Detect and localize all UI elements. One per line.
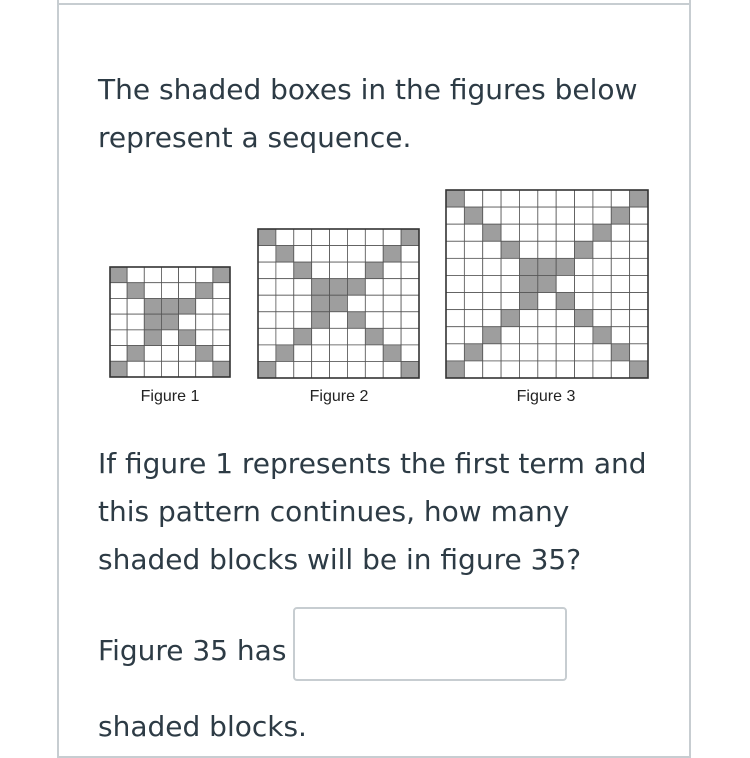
grid-cell <box>127 267 144 283</box>
grid-cell <box>611 361 629 378</box>
grid-cell <box>519 344 537 361</box>
grid-cell <box>161 267 178 283</box>
grid-cell <box>538 190 556 207</box>
grid-cell <box>161 283 178 299</box>
grid-cell <box>383 229 401 246</box>
shaded-cell <box>501 310 519 327</box>
figure-2 <box>257 228 420 379</box>
grid-cell <box>330 328 348 345</box>
grid-cell <box>556 224 574 241</box>
grid-cell <box>464 241 482 258</box>
grid-cell <box>110 314 127 330</box>
grid-cell <box>127 330 144 346</box>
shaded-cell <box>294 262 312 279</box>
grid-cell <box>630 344 648 361</box>
grid-cell <box>401 262 419 279</box>
grid-cell <box>347 295 365 312</box>
grid-cell <box>294 361 312 378</box>
grid-cell <box>501 207 519 224</box>
grid-cell <box>312 361 330 378</box>
grid-cell <box>276 262 294 279</box>
grid-cell <box>383 295 401 312</box>
grid-cell <box>330 246 348 263</box>
grid-cell <box>179 346 196 362</box>
grid-cell <box>161 361 178 377</box>
grid-cell <box>464 224 482 241</box>
grid-cell <box>401 312 419 329</box>
grid-cell <box>330 229 348 246</box>
grid-cell <box>501 293 519 310</box>
answer-suffix-text: shaded blocks. <box>98 710 307 743</box>
grid-cell <box>575 344 593 361</box>
grid-cell <box>347 246 365 263</box>
grid-cell <box>258 295 276 312</box>
grid-cell <box>464 361 482 378</box>
figure-3 <box>445 189 649 379</box>
grid-cell <box>110 330 127 346</box>
grid-cell <box>401 328 419 345</box>
grid-cell <box>464 310 482 327</box>
grid-cell <box>630 275 648 292</box>
grid-cell <box>593 207 611 224</box>
grid-cell <box>538 310 556 327</box>
grid-cell <box>179 267 196 283</box>
grid-cell <box>294 246 312 263</box>
grid-cell <box>483 344 501 361</box>
shaded-cell <box>464 207 482 224</box>
grid-cell <box>347 262 365 279</box>
grid-cell <box>593 241 611 258</box>
shaded-cell <box>401 229 419 246</box>
grid-cell <box>401 279 419 296</box>
grid-cell <box>213 283 230 299</box>
grid-cell <box>196 361 213 377</box>
grid-cell <box>276 279 294 296</box>
grid-cell <box>401 246 419 263</box>
grid-cell <box>556 361 574 378</box>
grid-cell <box>196 267 213 283</box>
grid-cell <box>556 327 574 344</box>
grid-cell <box>556 275 574 292</box>
shaded-cell <box>383 246 401 263</box>
grid-cell <box>213 314 230 330</box>
grid-cell <box>401 345 419 362</box>
shaded-cell <box>630 190 648 207</box>
grid-cell <box>519 190 537 207</box>
grid-cell <box>611 310 629 327</box>
shaded-cell <box>593 224 611 241</box>
shaded-cell <box>179 298 196 314</box>
grid-cell <box>110 298 127 314</box>
grid-cell <box>538 344 556 361</box>
shaded-cell <box>611 207 629 224</box>
grid-cell <box>144 346 161 362</box>
grid-cell <box>365 361 383 378</box>
grid-cell <box>312 246 330 263</box>
grid-cell <box>538 327 556 344</box>
grid-cell <box>312 328 330 345</box>
grid-cell <box>127 298 144 314</box>
grid-cell <box>611 327 629 344</box>
grid-cell <box>276 361 294 378</box>
grid-cell <box>556 344 574 361</box>
grid-cell <box>519 241 537 258</box>
grid-cell <box>593 258 611 275</box>
grid-cell <box>330 312 348 329</box>
grid-cell <box>213 298 230 314</box>
shaded-cell <box>446 361 464 378</box>
grid-cell <box>464 190 482 207</box>
shaded-cell <box>258 229 276 246</box>
shaded-cell <box>294 328 312 345</box>
grid-cell <box>258 246 276 263</box>
grid-cell <box>483 241 501 258</box>
shaded-cell <box>593 327 611 344</box>
grid-cell <box>630 224 648 241</box>
shaded-cell <box>556 293 574 310</box>
grid-cell <box>519 327 537 344</box>
shaded-cell <box>483 224 501 241</box>
grid-cell <box>294 279 312 296</box>
grid-cell <box>127 314 144 330</box>
grid-cell <box>110 283 127 299</box>
grid-cell <box>179 283 196 299</box>
grid-cell <box>312 229 330 246</box>
grid-cell <box>611 190 629 207</box>
grid-cell <box>294 295 312 312</box>
grid-cell <box>630 258 648 275</box>
shaded-cell <box>127 346 144 362</box>
grid-cell <box>383 328 401 345</box>
figure-1-grid <box>109 266 231 378</box>
grid-cell <box>556 190 574 207</box>
grid-cell <box>611 275 629 292</box>
grid-cell <box>258 328 276 345</box>
shaded-cell <box>110 267 127 283</box>
shaded-cell <box>144 298 161 314</box>
grid-cell <box>611 258 629 275</box>
figure-2-label: Figure 2 <box>309 388 369 405</box>
shaded-cell <box>347 279 365 296</box>
grid-cell <box>276 229 294 246</box>
grid-cell <box>593 310 611 327</box>
shaded-cell <box>611 344 629 361</box>
shaded-cell <box>312 279 330 296</box>
shaded-cell <box>483 327 501 344</box>
grid-cell <box>127 361 144 377</box>
shaded-cell <box>501 241 519 258</box>
answer-input[interactable] <box>293 607 567 681</box>
grid-cell <box>575 361 593 378</box>
shaded-cell <box>519 258 537 275</box>
grid-cell <box>519 361 537 378</box>
grid-cell <box>258 262 276 279</box>
grid-cell <box>347 345 365 362</box>
shaded-cell <box>365 262 383 279</box>
grid-cell <box>575 327 593 344</box>
shaded-cell <box>196 283 213 299</box>
shaded-cell <box>347 312 365 329</box>
shaded-cell <box>312 312 330 329</box>
shaded-cell <box>383 345 401 362</box>
grid-cell <box>556 310 574 327</box>
grid-cell <box>276 295 294 312</box>
grid-cell <box>464 258 482 275</box>
grid-cell <box>347 328 365 345</box>
grid-cell <box>383 262 401 279</box>
grid-cell <box>258 279 276 296</box>
figure-3-label: Figure 3 <box>516 388 576 405</box>
grid-cell <box>519 310 537 327</box>
grid-cell <box>446 224 464 241</box>
shaded-cell <box>127 283 144 299</box>
grid-cell <box>196 314 213 330</box>
figure-1-label: Figure 1 <box>140 388 200 405</box>
grid-cell <box>446 310 464 327</box>
grid-cell <box>144 283 161 299</box>
grid-cell <box>575 258 593 275</box>
grid-cell <box>446 241 464 258</box>
grid-cell <box>575 190 593 207</box>
grid-cell <box>464 275 482 292</box>
shaded-cell <box>401 361 419 378</box>
shaded-cell <box>519 293 537 310</box>
grid-cell <box>501 344 519 361</box>
grid-cell <box>383 279 401 296</box>
shaded-cell <box>519 275 537 292</box>
grid-cell <box>312 262 330 279</box>
grid-cell <box>611 224 629 241</box>
grid-cell <box>501 258 519 275</box>
grid-cell <box>110 346 127 362</box>
grid-cell <box>611 293 629 310</box>
shaded-cell <box>556 258 574 275</box>
grid-cell <box>611 241 629 258</box>
shaded-cell <box>179 330 196 346</box>
grid-cell <box>365 345 383 362</box>
card-top-divider <box>57 3 691 5</box>
grid-cell <box>330 262 348 279</box>
grid-cell <box>483 190 501 207</box>
grid-cell <box>483 207 501 224</box>
grid-cell <box>276 328 294 345</box>
grid-cell <box>501 275 519 292</box>
grid-cell <box>258 345 276 362</box>
shaded-cell <box>161 298 178 314</box>
grid-cell <box>365 229 383 246</box>
grid-cell <box>383 361 401 378</box>
grid-cell <box>365 279 383 296</box>
grid-cell <box>258 312 276 329</box>
grid-cell <box>575 275 593 292</box>
grid-cell <box>196 330 213 346</box>
grid-cell <box>501 190 519 207</box>
grid-cell <box>446 293 464 310</box>
shaded-cell <box>464 344 482 361</box>
grid-cell <box>538 207 556 224</box>
grid-cell <box>593 361 611 378</box>
grid-cell <box>294 229 312 246</box>
shaded-cell <box>575 241 593 258</box>
shaded-cell <box>110 361 127 377</box>
question-prompt: If figure 1 represents the first term and this pattern continues, how many shaded blocks will be in figure 35? <box>98 447 647 576</box>
grid-cell <box>593 190 611 207</box>
grid-cell <box>446 344 464 361</box>
grid-cell <box>213 330 230 346</box>
grid-cell <box>144 361 161 377</box>
grid-cell <box>446 327 464 344</box>
grid-cell <box>144 267 161 283</box>
grid-cell <box>556 241 574 258</box>
grid-cell <box>294 345 312 362</box>
grid-cell <box>575 293 593 310</box>
grid-cell <box>330 361 348 378</box>
figure-1 <box>109 266 231 378</box>
grid-cell <box>161 346 178 362</box>
figure-3-grid <box>445 189 649 379</box>
grid-cell <box>593 344 611 361</box>
question-intro: The shaded boxes in the figures below represent a sequence. <box>98 73 638 154</box>
shaded-cell <box>144 330 161 346</box>
shaded-cell <box>312 295 330 312</box>
grid-cell <box>446 275 464 292</box>
shaded-cell <box>213 361 230 377</box>
grid-cell <box>464 293 482 310</box>
grid-cell <box>593 293 611 310</box>
grid-cell <box>556 207 574 224</box>
grid-cell <box>383 312 401 329</box>
shaded-cell <box>330 295 348 312</box>
grid-cell <box>630 207 648 224</box>
grid-cell <box>347 361 365 378</box>
grid-cell <box>538 224 556 241</box>
grid-cell <box>519 207 537 224</box>
grid-cell <box>630 327 648 344</box>
grid-cell <box>464 327 482 344</box>
grid-cell <box>519 224 537 241</box>
grid-cell <box>483 275 501 292</box>
grid-cell <box>161 330 178 346</box>
shaded-cell <box>330 279 348 296</box>
grid-cell <box>483 310 501 327</box>
shaded-cell <box>365 328 383 345</box>
grid-cell <box>365 295 383 312</box>
shaded-cell <box>538 258 556 275</box>
figure-2-grid <box>257 228 420 379</box>
shaded-cell <box>196 346 213 362</box>
grid-cell <box>179 361 196 377</box>
grid-cell <box>501 224 519 241</box>
shaded-cell <box>538 275 556 292</box>
grid-cell <box>630 310 648 327</box>
shaded-cell <box>575 310 593 327</box>
shaded-cell <box>630 361 648 378</box>
grid-cell <box>483 293 501 310</box>
grid-cell <box>483 361 501 378</box>
grid-cell <box>593 275 611 292</box>
grid-cell <box>538 241 556 258</box>
grid-cell <box>446 207 464 224</box>
shaded-cell <box>446 190 464 207</box>
grid-cell <box>213 346 230 362</box>
grid-cell <box>575 224 593 241</box>
grid-cell <box>630 293 648 310</box>
grid-cell <box>196 298 213 314</box>
shaded-cell <box>258 361 276 378</box>
answer-prefix-text: Figure 35 has <box>98 634 287 667</box>
grid-cell <box>538 293 556 310</box>
grid-cell <box>501 361 519 378</box>
shaded-cell <box>161 314 178 330</box>
grid-cell <box>630 241 648 258</box>
grid-cell <box>365 246 383 263</box>
grid-cell <box>347 229 365 246</box>
grid-cell <box>294 312 312 329</box>
shaded-cell <box>213 267 230 283</box>
grid-cell <box>401 295 419 312</box>
grid-cell <box>365 312 383 329</box>
grid-cell <box>179 314 196 330</box>
shaded-cell <box>276 246 294 263</box>
shaded-cell <box>144 314 161 330</box>
grid-cell <box>501 327 519 344</box>
grid-cell <box>575 207 593 224</box>
grid-cell <box>483 258 501 275</box>
grid-cell <box>276 312 294 329</box>
grid-cell <box>330 345 348 362</box>
grid-cell <box>446 258 464 275</box>
shaded-cell <box>276 345 294 362</box>
grid-cell <box>538 361 556 378</box>
grid-cell <box>312 345 330 362</box>
